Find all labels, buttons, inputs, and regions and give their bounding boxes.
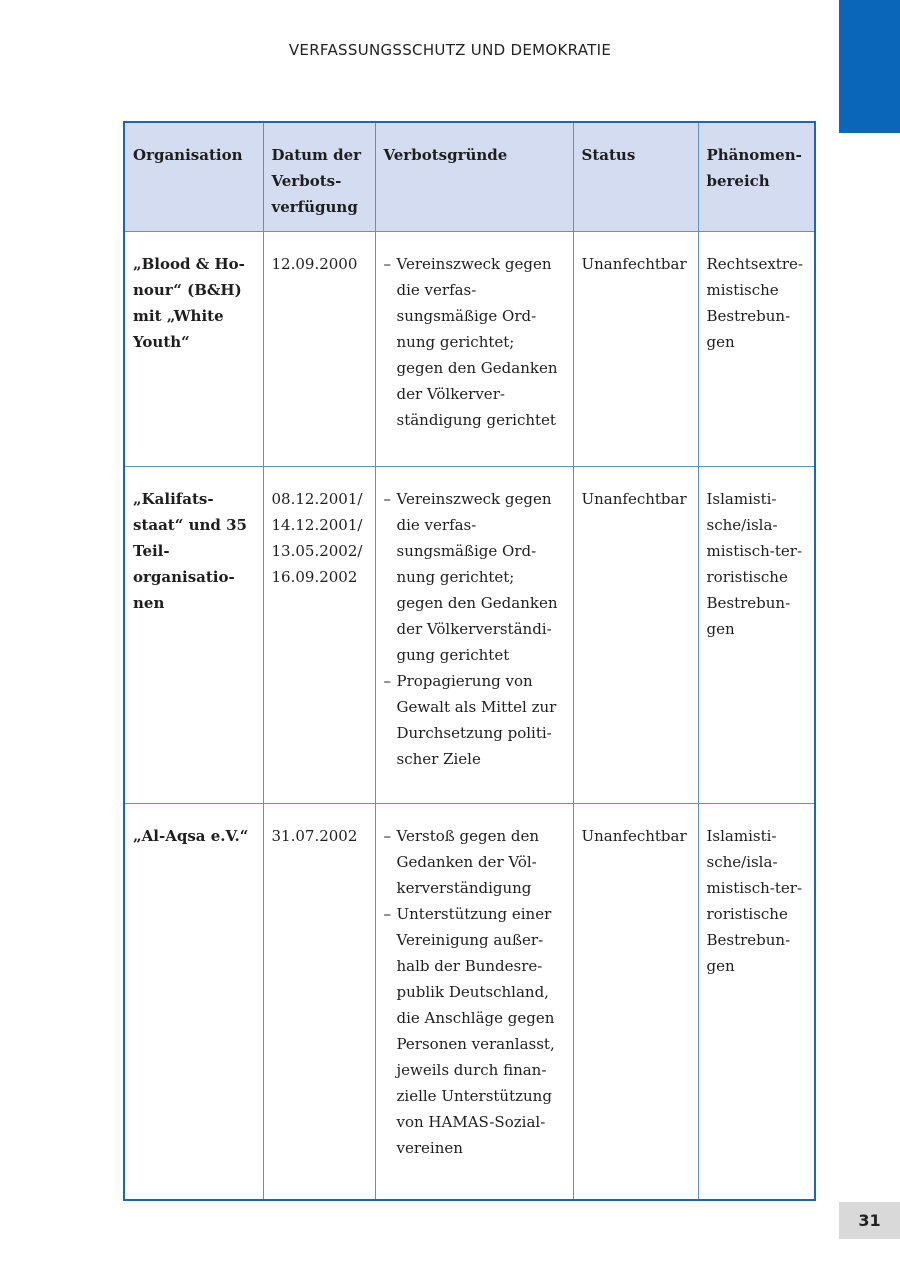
cell-phaenomenbereich: Islamistische/islamistisch-terroristische Bestrebungen — [698, 803, 815, 1200]
blue-edge-tab — [839, 0, 900, 133]
reason-item: – Vereinszweck gegen die verfassungsmäßige Ordnung gerichtet; gegen den Gedanken der Völkerverständigung gerichtet — [384, 251, 566, 433]
header-phaenomenbereich: Phänomenbereich — [698, 122, 815, 231]
prohibitions-table — [123, 121, 816, 1201]
cell-organisation: „Al-Aqsa e.V.“ — [124, 803, 263, 1200]
cell-phaenomenbereich: Rechtsextremistische Bestrebungen — [698, 231, 815, 466]
cell-organisation: „Kalifatsstaat“ und 35 Teilorganisationen — [124, 466, 263, 803]
reason-item: – Verstoß gegen den Gedanken der Völkerverständigung — [384, 823, 566, 901]
cell-status: Unanfechtbar — [573, 231, 698, 466]
cell-phaenomenbereich: Islamistische/islamistisch-terroristische Bestrebungen — [698, 466, 815, 803]
table-header-row — [124, 122, 815, 231]
page-number: 31 — [839, 1202, 900, 1239]
header-organisation: Organisation — [124, 122, 263, 231]
cell-datum: 31.07.2002 — [263, 803, 375, 1200]
cell-organisation: „Blood & Honour“ (B&H) mit „White Youth“ — [124, 231, 263, 466]
table-row — [124, 231, 815, 466]
table-row — [124, 803, 815, 1200]
cell-datum: 12.09.2000 — [263, 231, 375, 466]
reason-item: – Vereinszweck gegen die verfassungsmäßige Ordnung gerichtet; gegen den Gedanken der Völkerverständigung gerichtet — [384, 486, 566, 668]
cell-verbotsgruende — [375, 231, 573, 466]
header-datum: Datum der Verbotsverfügung — [263, 122, 375, 231]
cell-datum: 08.12.2001/ 14.12.2001/ 13.05.2002/ 16.09.2002 — [263, 466, 375, 803]
header-status: Status — [573, 122, 698, 231]
reason-item: – Unterstützung einer Vereinigung außerhalb der Bundesrepublik Deutschland, die Anschläge gegen Personen veranlasst, jeweils durch finanzielle Unterstützung von HAMAS-Sozialvereinen — [384, 901, 566, 1161]
cell-status: Unanfechtbar — [573, 803, 698, 1200]
cell-verbotsgruende — [375, 803, 573, 1200]
running-head: VERFASSUNGSSCHUTZ UND DEMOKRATIE — [288, 41, 612, 59]
reason-item: – Propagierung von Gewalt als Mittel zur Durchsetzung politischer Ziele — [384, 668, 566, 772]
table-row — [124, 466, 815, 803]
cell-status: Unanfechtbar — [573, 466, 698, 803]
cell-verbotsgruende — [375, 466, 573, 803]
header-verbotsgruende: Verbotsgründe — [375, 122, 573, 231]
